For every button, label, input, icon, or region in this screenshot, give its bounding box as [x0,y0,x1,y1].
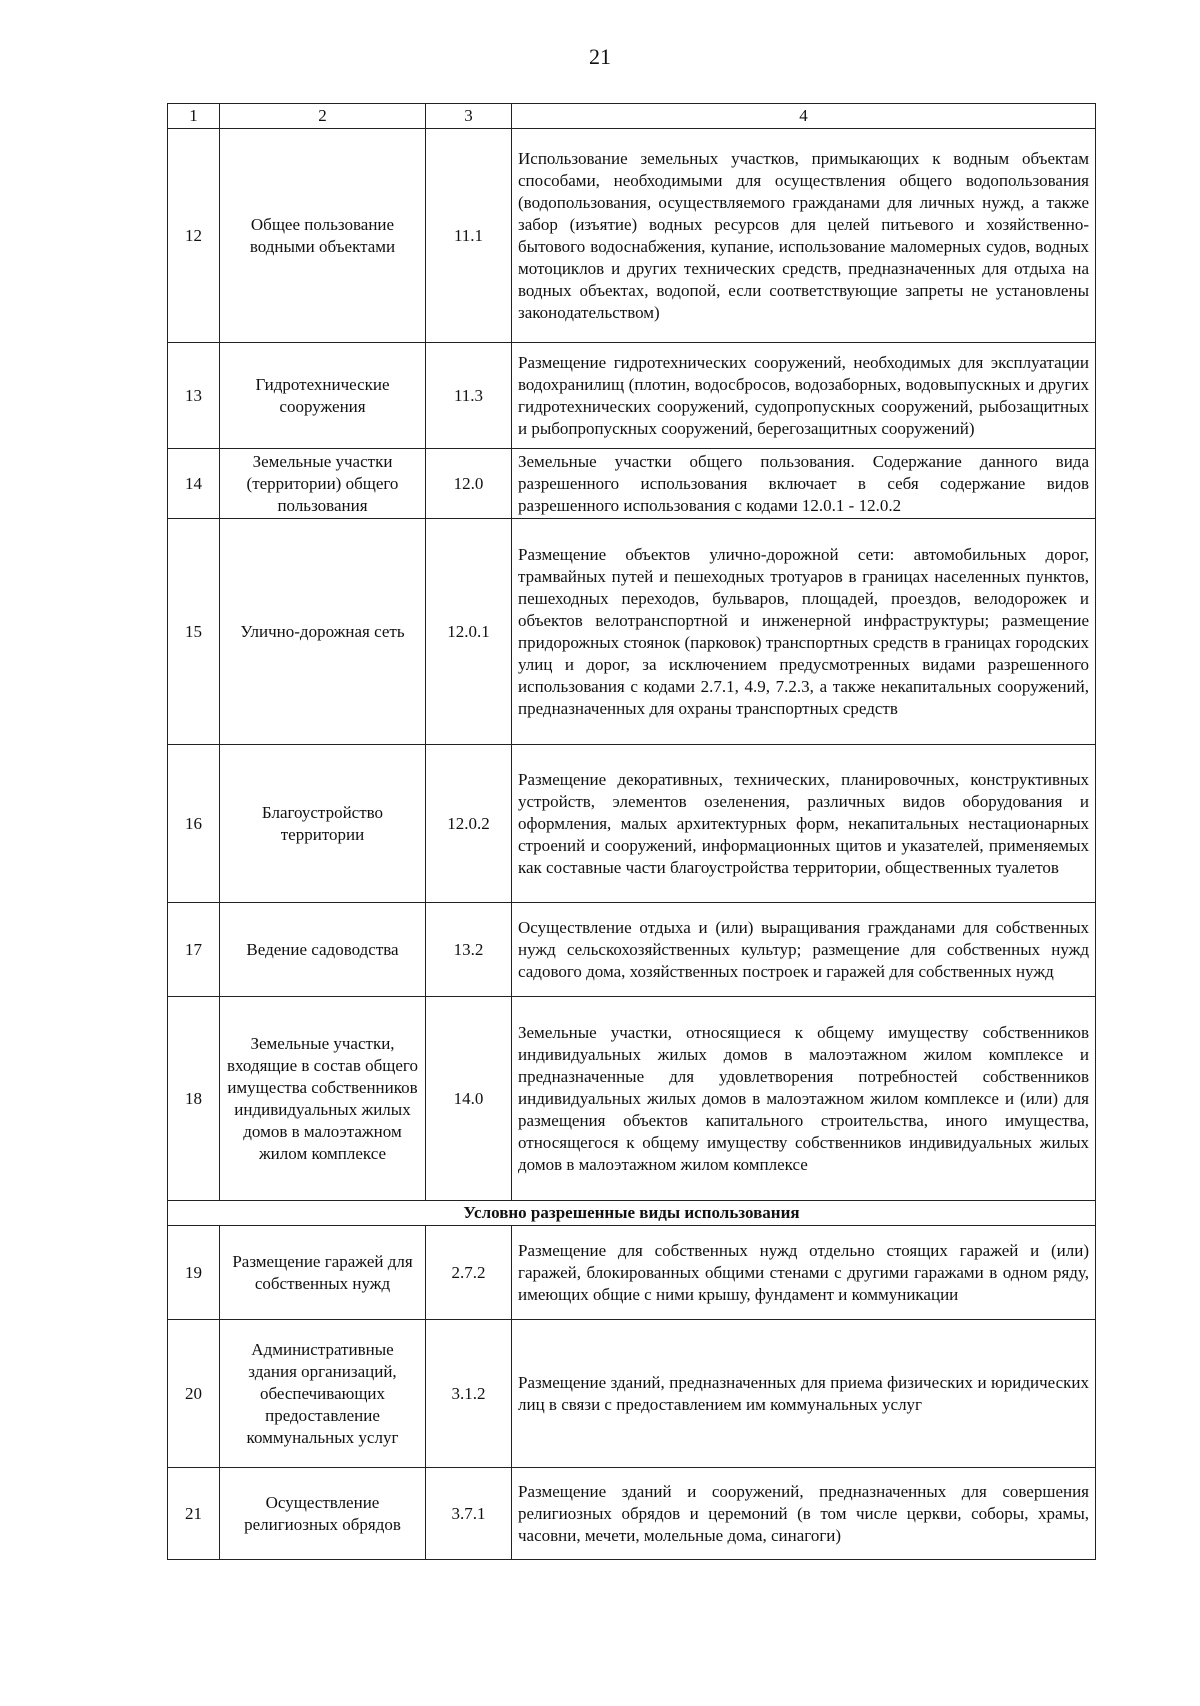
table-row [168,903,1096,997]
use-code: 3.1.2 [426,1320,512,1468]
use-code: 11.3 [426,343,512,449]
use-description: Размещение для собственных нужд отдельно стоящих гаражей и (или) гаражей, блокированных общими стенами с другими гаражами в одном ряду, имеющих общие с ними крышу, фундамент и коммуникации [512,1226,1096,1320]
row-number: 16 [168,745,220,903]
use-name: Земельные участки, входящие в состав общего имущества собственников индивидуальных жилых домов в малоэтажном жилом комплексе [220,997,426,1201]
row-number: 19 [168,1226,220,1320]
use-description: Осуществление отдыха и (или) выращивания гражданами для собственных нужд сельскохозяйственных культур; размещение для собственных нужд садового дома, хозяйственных построек и гаражей для собственных нужд [512,903,1096,997]
table-row [168,449,1096,519]
use-code: 12.0.2 [426,745,512,903]
use-code: 3.7.1 [426,1468,512,1560]
use-code: 12.0 [426,449,512,519]
use-description: Земельные участки, относящиеся к общему имуществу собственников индивидуальных жилых домов в малоэтажном жилом комплексе и предназначенные для удовлетворения потребностей собственников индивидуальных жилых домов в малоэтажном жилом комплексе и (или) для размещения объектов капитального строительства, иного имущества, относящегося к общему имуществу собственников индивидуальных жилых домов в малоэтажном жилом комплексе [512,997,1096,1201]
section-row [168,1201,1096,1226]
use-name: Земельные участки (территории) общего пользования [220,449,426,519]
use-name: Улично-дорожная сеть [220,519,426,745]
table-row [168,1468,1096,1560]
row-number: 18 [168,997,220,1201]
use-description: Размещение зданий, предназначенных для приема физических и юридических лиц в связи с предоставлением им коммунальных услуг [512,1320,1096,1468]
page-number: 21 [589,44,611,69]
use-name: Административные здания организаций, обеспечивающих предоставление коммунальных услуг [220,1320,426,1468]
use-description: Размещение зданий и сооружений, предназначенных для совершения религиозных обрядов и церемоний (в том числе церкви, соборы, храмы, часовни, мечети, молельные дома, синагоги) [512,1468,1096,1560]
use-description: Размещение гидротехнических сооружений, необходимых для эксплуатации водохранилищ (плотин, водосбросов, водозаборных, водовыпускных и других гидротехнических сооружений, судопропускных сооружений, рыбозащитных и рыбопропускных сооружений, берегозащитных сооружений) [512,343,1096,449]
row-number: 13 [168,343,220,449]
use-name: Общее пользование водными объектами [220,129,426,343]
row-number: 20 [168,1320,220,1468]
use-description: Размещение объектов улично-дорожной сети: автомобильных дорог, трамвайных путей и пешеходных тротуаров в границах населенных пунктов, пешеходных переходов, бульваров, площадей, проездов, велодорожек и объектов велотранспортной и инженерной инфраструктуры; размещение придорожных стоянок (парковок) транспортных средств в границах городских улиц и дорог, за исключением предусмотренных видами разрешенного использования с кодами 2.7.1, 4.9, 7.2.3, а также некапитальных сооружений, предназначенных для охраны транспортных средств [512,519,1096,745]
header-col-3: 3 [426,104,512,129]
use-name: Размещение гаражей для собственных нужд [220,1226,426,1320]
use-description: Земельные участки общего пользования. Содержание данного вида разрешенного использования включает в себя содержание видов разрешенного использования с кодами 12.0.1 - 12.0.2 [512,449,1096,519]
use-code: 13.2 [426,903,512,997]
use-code: 12.0.1 [426,519,512,745]
table-row [168,1226,1096,1320]
use-name: Ведение садоводства [220,903,426,997]
row-number: 21 [168,1468,220,1560]
table-row [168,343,1096,449]
row-number: 17 [168,903,220,997]
table-row [168,519,1096,745]
row-number: 14 [168,449,220,519]
section-title: Условно разрешенные виды использования [168,1201,1096,1226]
land-use-table [167,103,1096,1560]
use-name: Осуществление религиозных обрядов [220,1468,426,1560]
use-code: 2.7.2 [426,1226,512,1320]
use-description: Размещение декоративных, технических, планировочных, конструктивных устройств, элементов озеленения, различных видов оборудования и оформления, малых архитектурных форм, некапитальных нестационарных строений и сооружений, информационных щитов и указателей, применяемых как составные части благоустройства территории, общественных туалетов [512,745,1096,903]
header-row [168,104,1096,129]
row-number: 12 [168,129,220,343]
use-code: 11.1 [426,129,512,343]
table-row [168,1320,1096,1468]
use-name: Благоустройство территории [220,745,426,903]
header-col-4: 4 [512,104,1096,129]
table-row [168,745,1096,903]
header-col-1: 1 [168,104,220,129]
table-row [168,129,1096,343]
use-code: 14.0 [426,997,512,1201]
use-description: Использование земельных участков, примыкающих к водным объектам способами, необходимыми для осуществления общего водопользования (водопользования, осуществляемого гражданами для личных нужд, а также забор (изъятие) водных ресурсов для целей питьевого и хозяйственно-бытового водоснабжения, купание, использование маломерных судов, водных мотоциклов и других технических средств, предназначенных для отдыха на водных объектах, водопой, если соответствующие запреты не установлены законодательством) [512,129,1096,343]
table-row [168,997,1096,1201]
row-number: 15 [168,519,220,745]
use-name: Гидротехнические сооружения [220,343,426,449]
header-col-2: 2 [220,104,426,129]
